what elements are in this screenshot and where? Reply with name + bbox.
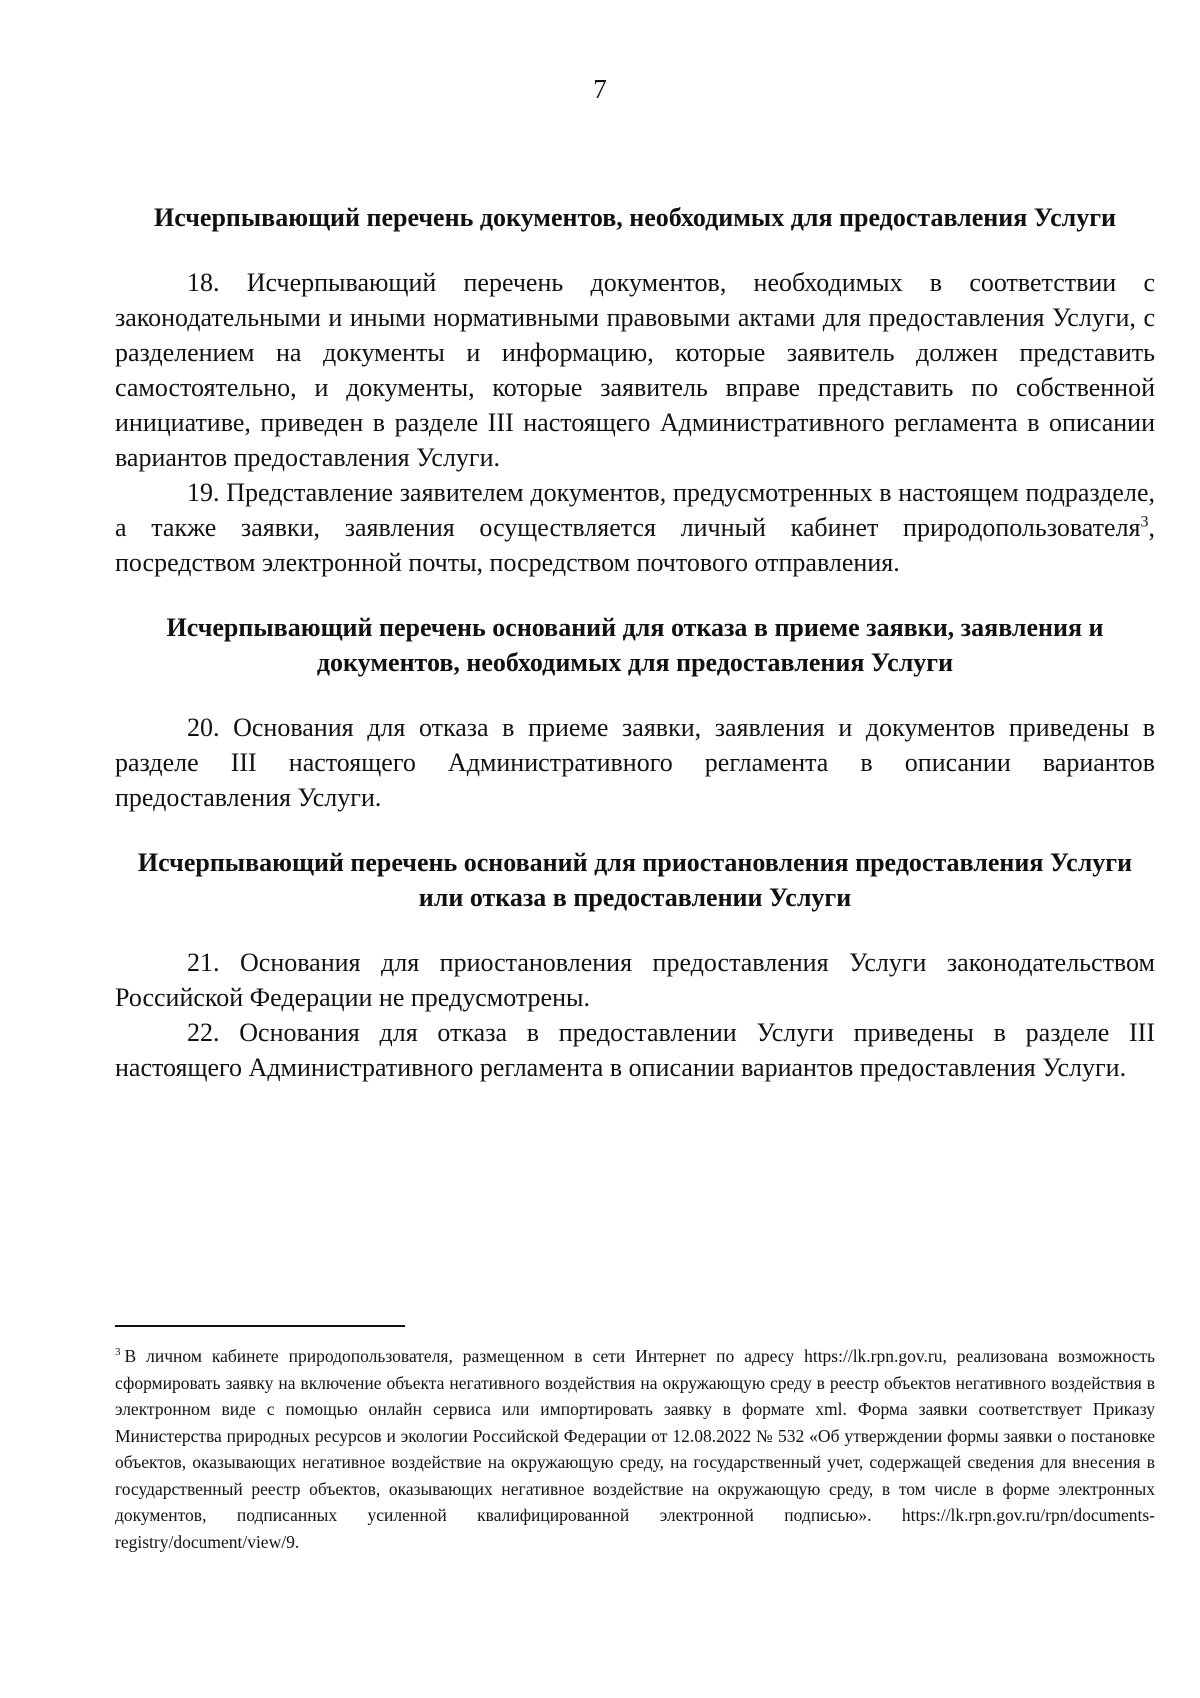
page-number: 7 — [593, 74, 607, 104]
paragraph-20: 20. Основания для отказа в приеме заявки, заявления и документов приведены в разделе III настоящего Административного регламента в описании вариантов предоставления Услуги. — [115, 713, 1155, 812]
footnote-text: В личном кабинете природопользователя, размещенном в сети Интернет по адресу https://lk.rpn.gov.ru, реализована возможность сформировать заявку на включение объекта негативного воздействия на окружающую среду в реестр объектов негативного воздействия в электронном виде с помощью онлайн сервиса или импортировать заявку в формате xml. Форма заявки соответствует Приказу Министерства природных ресурсов и экологии Российской Федерации от 12.08.2022 № 532 «Об утверждении формы заявки о постановке объектов, оказывающих негативное воздействие на окружающую среду, на государственный учет, содержащей сведения для внесения в государственный реестр объектов, оказывающих негативное воздействие на окружающую среду, в том числе в форме электронных документов, подписанных усиленной квалифицированной электронной подписью». https://lk.rpn.gov.ru/rpn/documents-registry/document/view/9. — [115, 1346, 1155, 1552]
footnote-reference[interactable]: 3 — [1140, 513, 1149, 531]
paragraph-19-text-before: 19. Представление заявителем документов, предусмотренных в настоящем подразделе, а также заявки, заявления осуществляется личный кабинет природопользователя — [115, 478, 1155, 542]
paragraph-19-text-after: , посредством электронной почты, посредством почтового отправления. — [115, 513, 1155, 577]
section-heading-suspension-refusal: Исчерпывающий перечень оснований для приостановления предоставления Услуги или отказа в предоставлении Услуги — [137, 848, 1133, 912]
document-body — [115, 200, 1155, 1085]
paragraph-18: 18. Исчерпывающий перечень документов, необходимых в соответствии с законодательными и иными нормативными правовыми актами для предоставления Услуги, с разделением на документы и информацию, которые заявитель должен представить самостоятельно, и документы, которые заявитель вправе представить по собственной инициативе, приведен в разделе III настоящего Административного регламента в описании вариантов предоставления Услуги. — [115, 268, 1155, 472]
footnote — [115, 1343, 1155, 1555]
paragraph-21: 21. Основания для приостановления предоставления Услуги законодательством Российской Федерации не предусмотрены. — [115, 948, 1155, 1012]
footnote-marker: 3 — [115, 1346, 121, 1359]
paragraph-22: 22. Основания для отказа в предоставлении Услуги приведены в разделе III настоящего Административного регламента в описании вариантов предоставления Услуги. — [115, 1018, 1155, 1082]
section-heading-refusal-acceptance: Исчерпывающий перечень оснований для отказа в приеме заявки, заявления и документов, необходимых для предоставления Услуги — [166, 613, 1104, 677]
paragraph-19 — [115, 475, 1155, 580]
footnote-separator — [115, 1325, 405, 1327]
section-heading-documents-list: Исчерпывающий перечень документов, необходимых для предоставления Услуги — [154, 203, 1116, 232]
